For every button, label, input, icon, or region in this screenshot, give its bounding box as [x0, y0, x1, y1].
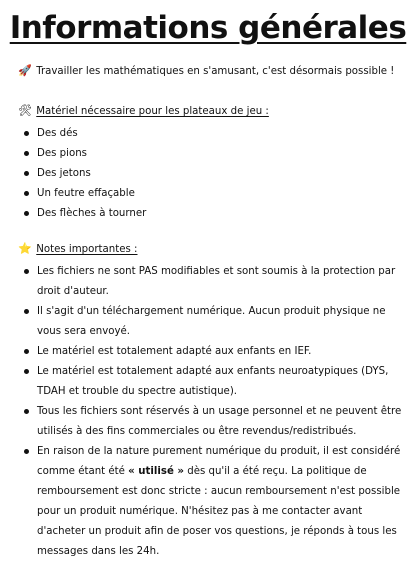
intro-line [18, 64, 408, 79]
list-item: Des dés [24, 124, 404, 144]
list-item: Tous les fichiers sont réservés à un usage personnel et ne peuvent être utilisés à des fins commerciales ou être revendus/redistribués. [24, 402, 402, 442]
list-item: Des flèches à tourner [24, 204, 404, 224]
list-item: Les fichiers ne sont PAS modifiables et sont soumis à la protection par droit d'auteur. [24, 262, 402, 302]
refund-text-after: dès qu'il a été reçu. La politique de remboursement est donc stricte : aucun remboursement n'est possible pour un produit numérique. N'hésitez pas à me contacter avant d'acheter un produit afin de poser vos questions, je réponds à tous les messages dans les 24h. [37, 466, 401, 557]
rocket-icon: 🚀 [18, 64, 32, 77]
list-item: Des jetons [24, 164, 404, 184]
star-icon: ⭐ [18, 242, 32, 255]
list-item: Des pions [24, 144, 404, 164]
materials-heading-label: Matériel nécessaire pour les plateaux de jeu : [36, 106, 269, 117]
notes-heading [18, 242, 138, 257]
intro-text: Travailler les mathématiques en s'amusant, c'est désormais possible ! [36, 66, 395, 77]
notes-heading-label: Notes importantes : [36, 244, 138, 255]
list-item: Le matériel est totalement adapté aux enfants neuroatypiques (DYS, TDAH et trouble du spectre autistique). [24, 362, 402, 402]
list-item: Il s'agit d'un téléchargement numérique. Aucun produit physique ne vous sera envoyé. [24, 302, 402, 342]
materials-list [24, 124, 404, 224]
refund-quoted-word: « utilisé » [128, 466, 184, 477]
notes-list [24, 262, 402, 562]
materials-heading [18, 104, 269, 119]
tools-icon: 🛠 [18, 104, 32, 117]
list-item: Le matériel est totalement adapté aux enfants en IEF. [24, 342, 402, 362]
list-item-refund-policy [24, 442, 402, 562]
list-item: Un feutre effaçable [24, 184, 404, 204]
refund-text-before: En raison de la nature purement numérique du produit, il est considéré comme étant été [37, 446, 401, 477]
page-title: Informations générales [9, 10, 407, 46]
